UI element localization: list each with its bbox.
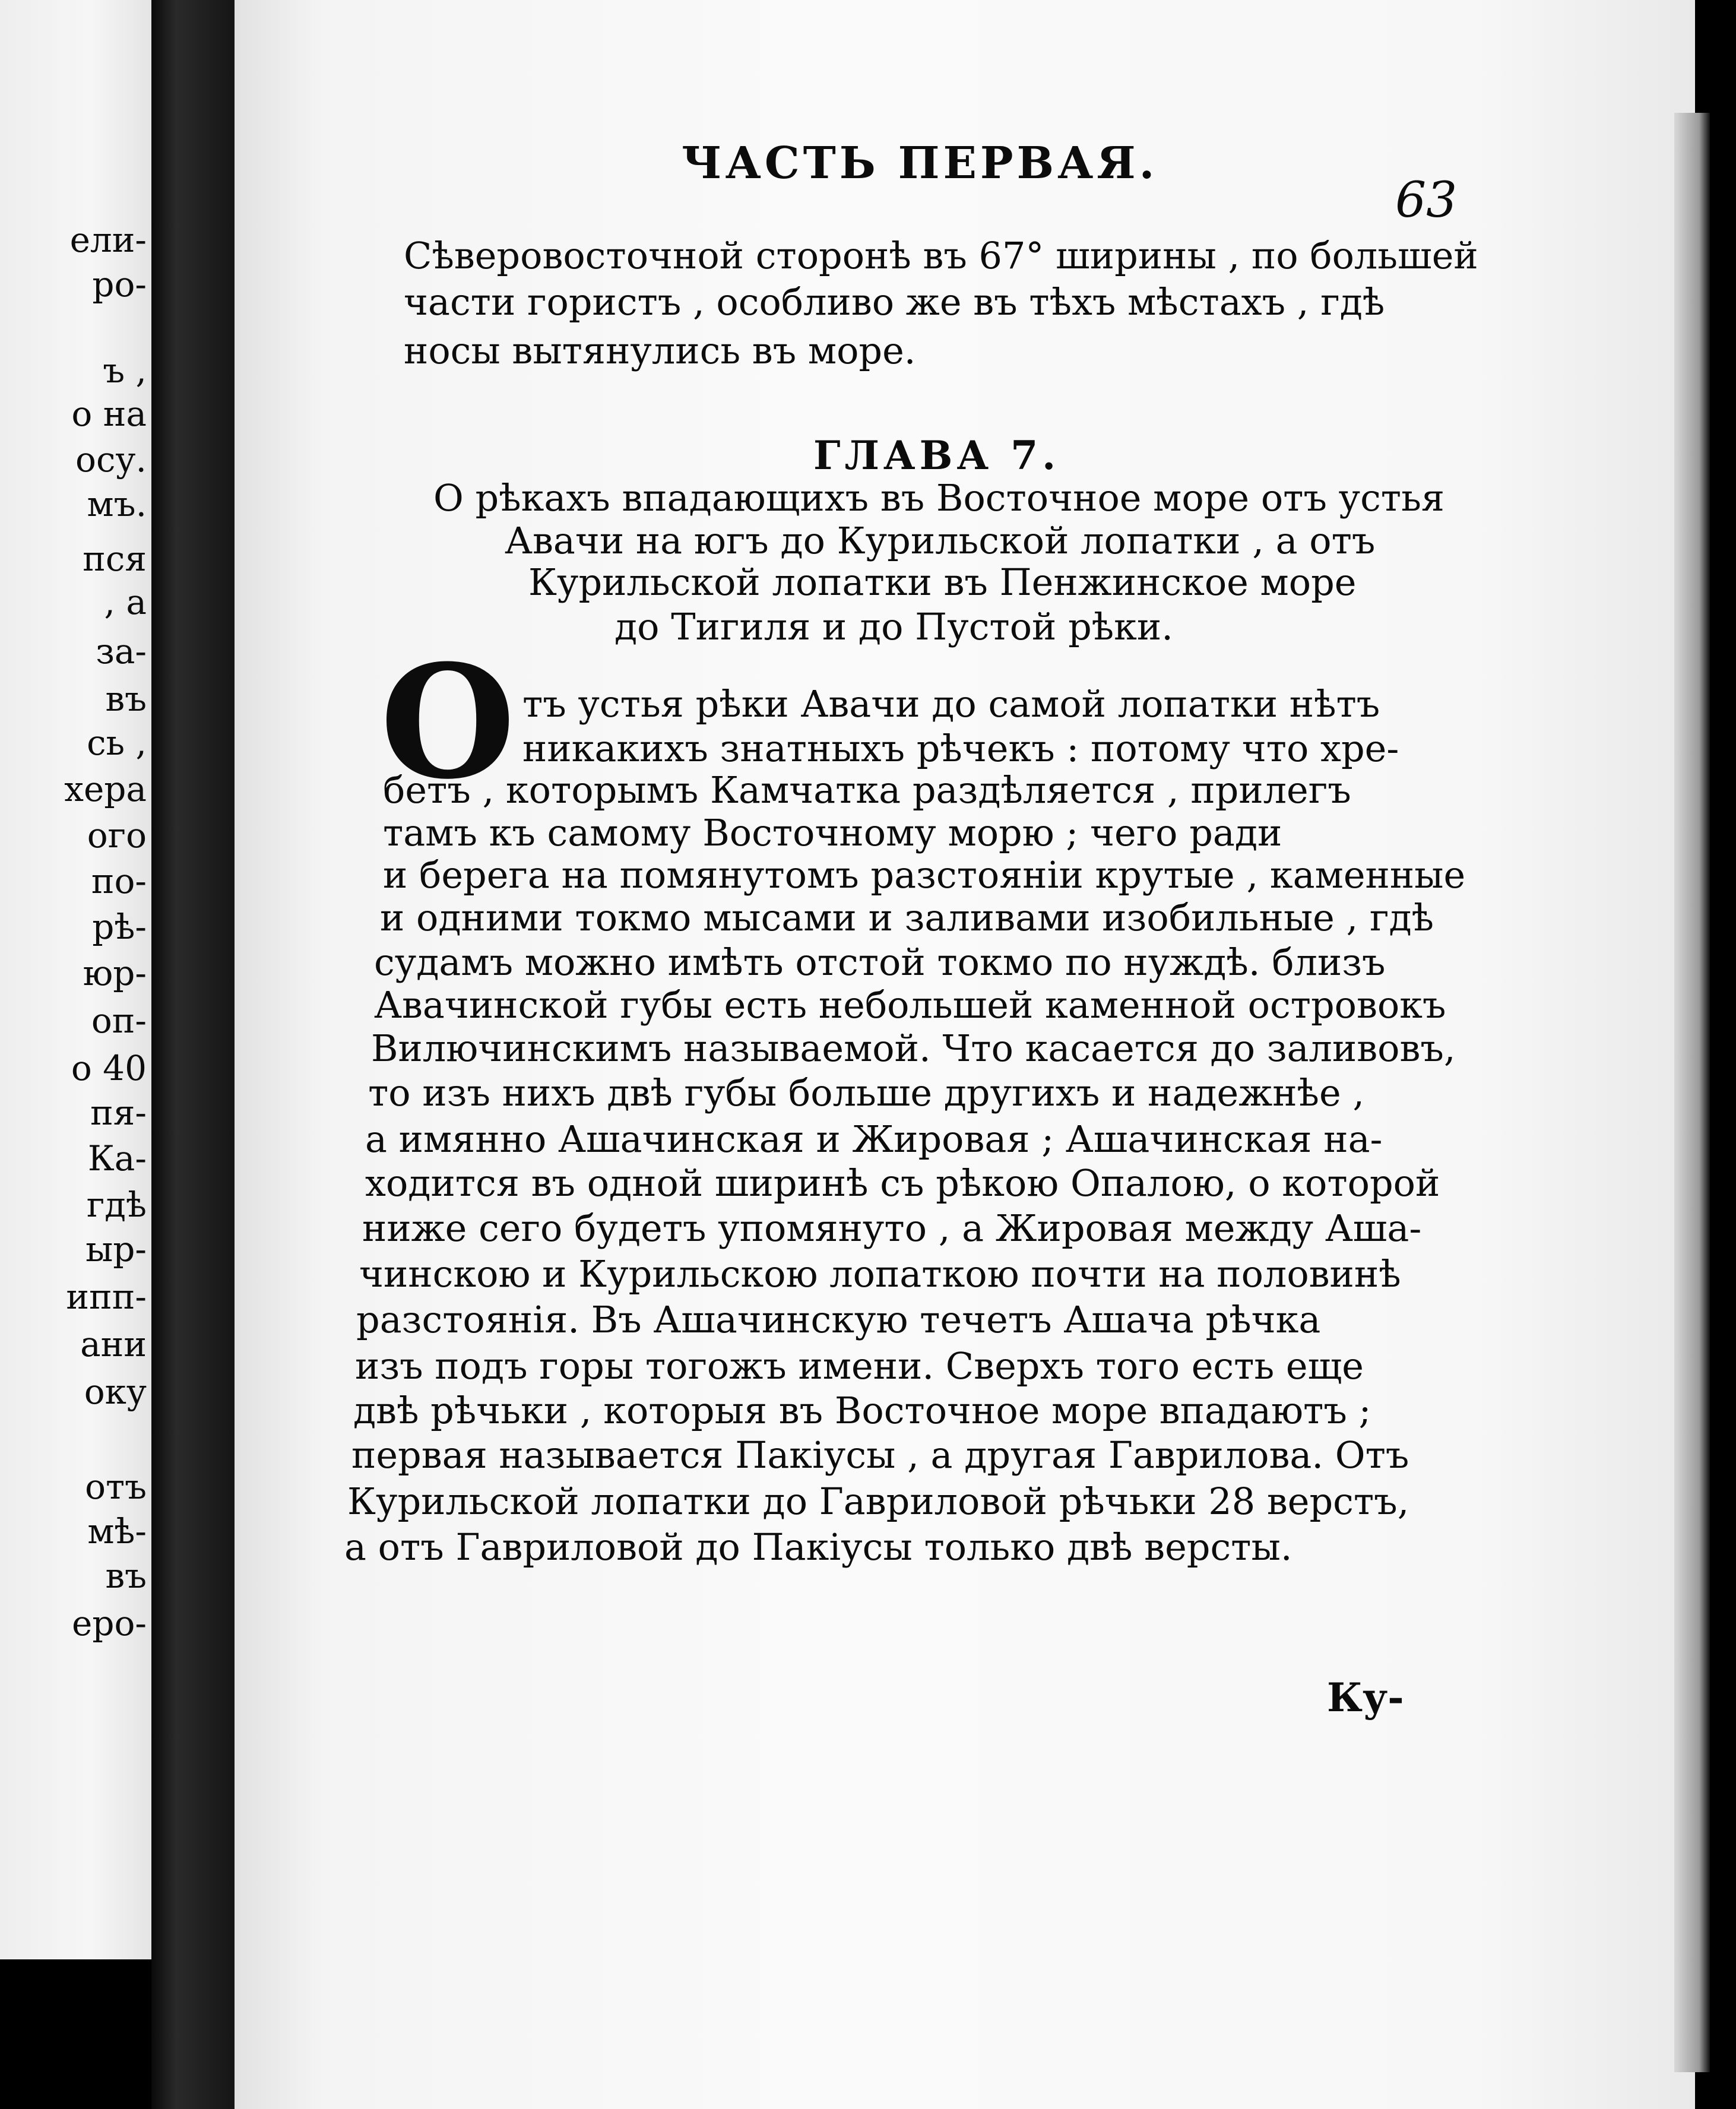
drop-cap: О	[380, 631, 516, 813]
chapter-heading: ГЛАВА 7.	[813, 432, 1060, 479]
opening-line: носы вытянулись въ море.	[404, 329, 916, 372]
paragraph-line: то изъ нихъ двѣ губы больше другихъ и надежнѣе ,	[368, 1071, 1365, 1114]
left-page-line: ипп-	[66, 1277, 147, 1317]
paragraph-line: изъ подъ горы тогожъ имени. Сверхъ того есть еще	[355, 1344, 1364, 1388]
left-page-line: ро-	[92, 264, 147, 305]
chapter-summary-line: до Тигиля и до Пустой рѣки.	[614, 605, 1173, 648]
left-page-line: отъ	[85, 1467, 147, 1507]
left-page-line: сь ,	[87, 723, 147, 763]
catchword: Ку-	[1327, 1674, 1404, 1721]
left-page-line: по-	[91, 861, 147, 901]
left-page-line: ели-	[69, 220, 147, 260]
paragraph-line: а отъ Гавриловой до Пакіусы только двѣ версты.	[344, 1525, 1293, 1569]
paragraph-line: бетъ , которымъ Камчатка раздѣляется , прилегъ	[383, 768, 1351, 812]
paragraph-line: а имянно Ашачинская и Жировая ; Ашачинская на-	[365, 1117, 1383, 1161]
paragraph-line: двѣ рѣчьки , которыя въ Восточное море впадаютъ ;	[353, 1389, 1371, 1432]
left-page-line: рѣ-	[92, 907, 147, 947]
left-page-line: въ	[105, 679, 147, 719]
opening-line: части гористъ , особливо же въ тѣхъ мѣстахъ , гдѣ	[404, 280, 1385, 324]
left-page-line: ъ ,	[103, 350, 147, 391]
paragraph-line: первая называется Пакіусы , а другая Гаврилова. Отъ	[351, 1433, 1409, 1477]
left-page-line: за-	[96, 631, 147, 672]
paragraph-line: Авачинской губы есть небольшей каменной островокъ	[374, 983, 1446, 1027]
left-page-line: оку	[84, 1372, 147, 1412]
left-page-line: пся	[83, 539, 147, 579]
paragraph-line: чинскою и Курильскою лопаткою почти на половинѣ	[359, 1252, 1401, 1296]
running-head: ЧАСТЬ ПЕРВАЯ.	[682, 138, 1158, 189]
left-page-line: ыр-	[85, 1229, 147, 1269]
previous-page-fragment	[0, 0, 151, 1959]
chapter-summary-line: О рѣкахъ впадающихъ въ Восточное море отъ устья	[433, 476, 1444, 520]
paragraph-line: Вилючинскимъ называемой. Что касается до заливовъ,	[371, 1027, 1456, 1070]
paragraph-line: никакихъ знатныхъ рѣчекъ : потому что хре-	[522, 727, 1399, 770]
left-page-line: Ка-	[87, 1138, 147, 1179]
left-page-line: о на	[71, 394, 147, 434]
left-page-line: ого	[87, 815, 147, 856]
paragraph-line: Курильской лопатки до Гавриловой рѣчьки 28 верстъ,	[347, 1480, 1409, 1523]
left-page-line: оп-	[91, 1000, 147, 1041]
left-page-line: мѣ-	[87, 1511, 147, 1551]
paragraph-line: ниже сего будетъ упомянуто , а Жировая между Аша-	[362, 1206, 1422, 1250]
left-page-line: гдѣ	[86, 1185, 147, 1225]
book-gutter-shadow	[151, 0, 235, 2109]
left-page-line: о 40	[71, 1048, 147, 1088]
page-edge	[1674, 113, 1710, 2072]
left-page-line: юр-	[83, 953, 147, 993]
paragraph-line: и берега на помянутомъ разстояніи крутые , каменные	[383, 853, 1466, 897]
left-page-line: пя-	[90, 1092, 147, 1133]
left-page-line: мъ.	[87, 484, 147, 524]
paragraph-line: тамъ къ самому Восточному морю ; чего ради	[383, 811, 1282, 854]
paragraph-line: и одними токмо мысами и заливами изобильные , гдѣ	[380, 896, 1434, 939]
chapter-summary-line: Авачи на югъ до Курильской лопатки , а отъ	[505, 519, 1376, 562]
opening-line: Сѣверовосточной сторонѣ въ 67° ширины , по большей	[404, 234, 1478, 277]
left-page-line: осу.	[75, 439, 147, 480]
left-page-line: , а	[104, 582, 147, 622]
paragraph-line: разстоянія. Въ Ашачинскую течетъ Ашача рѣчка	[356, 1298, 1321, 1341]
paragraph-line: тъ устья рѣки Авачи до самой лопатки нѣтъ	[522, 682, 1380, 726]
chapter-summary-line: Курильской лопатки въ Пенжинское море	[528, 560, 1357, 604]
left-page-line: хера	[64, 769, 147, 809]
left-page-line: въ	[105, 1556, 147, 1596]
page-number: 63	[1395, 172, 1458, 229]
left-page-line: еро-	[72, 1603, 147, 1644]
left-page-line: ани	[80, 1324, 147, 1364]
paragraph-line: судамъ можно имѣть отстой токмо по нуждѣ. близъ	[374, 940, 1386, 984]
paragraph-line: ходится въ одной ширинѣ съ рѣкою Опалою, о которой	[365, 1161, 1440, 1205]
